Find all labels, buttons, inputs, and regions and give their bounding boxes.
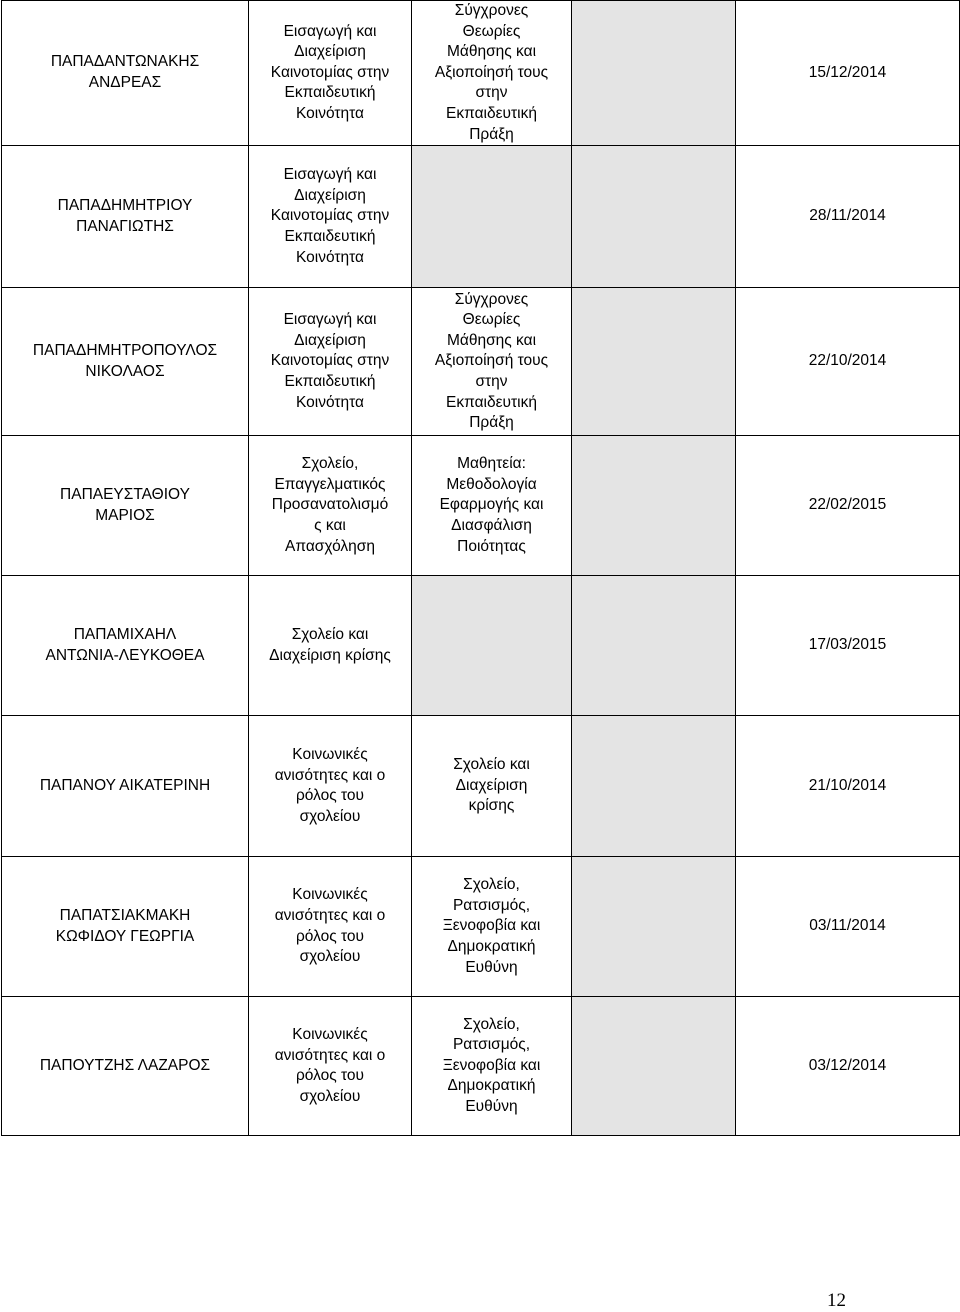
course-2-line: Ευθύνη [465,1098,518,1116]
course-1-line: Κοινωνικές [292,1025,368,1043]
course-2-line: Μάθησης και [446,43,537,61]
table-row [2,1,960,146]
date: 03/11/2014 [736,857,960,997]
table-row [2,857,960,997]
course-2 [412,146,572,288]
course-1-line: Εισαγωγή και [283,166,377,184]
course-1-line: Κοινότητα [296,104,364,122]
course-1-line: Εκπαιδευτική [284,84,376,102]
date: 22/10/2014 [736,288,960,436]
course-1-line: Διαχείριση [294,331,366,349]
course-1-line: Εκπαιδευτική [284,227,376,245]
course-2-line: Αξιοποίησή τους [434,63,549,81]
course-2 [412,288,572,436]
course-1 [249,146,412,288]
course-2-line: Πράξη [469,125,514,143]
course-2-line: Διαχείριση [455,776,528,794]
course-2-line: Πράξη [469,414,514,432]
course-1-line: Διαχείριση [294,43,366,61]
participant-name [2,997,249,1136]
course-2 [412,436,572,576]
participant-name-line: ΝΙΚΟΛΑΟΣ [85,362,165,380]
participant-name-line: ΠΑΠΑΝΟΥ ΑΙΚΑΤΕΡΙΝΗ [39,776,211,794]
course-1-line: Σχολείο, [301,455,359,473]
course-1-line: Καινοτομίας στην [270,207,390,225]
course-1-line: ανισότητες και ο [274,766,386,784]
course-1-line: Εισαγωγή και [283,22,377,40]
participant-name-line: ΠΑΠΑΔΗΜΗΤΡΟΠΟΥΛΟΣ [32,342,218,360]
empty-shaded-cell [572,146,736,288]
table-body [2,1,960,1136]
course-2-line: Σύγχρονες [454,2,529,19]
course-1-line: Προσανατολισμό [271,496,389,514]
course-2-line: Μεθοδολογία [446,475,537,493]
course-1 [249,576,412,716]
course-2-line: Εκπαιδευτική [446,393,537,411]
participant-name [2,716,249,857]
course-1-line: ανισότητες και ο [274,907,386,925]
participant-name [2,857,249,997]
participant-name-line: ΠΑΝΑΓΙΩΤΗΣ [76,217,174,235]
course-2-line: Δημοκρατική [447,937,536,955]
participant-name-line: ΠΑΠΑΔΗΜΗΤΡΙΟΥ [57,197,193,215]
course-2-line: Ξενοφοβία και [442,917,541,935]
course-2 [412,1,572,146]
course-2-line: στην [475,84,508,102]
empty-shaded-cell [572,997,736,1136]
course-2-line: Ξενοφοβία και [442,1056,541,1074]
empty-shaded-cell [572,1,736,146]
participant-name-line: ΠΑΠΑΜΙΧΑΗΛ [73,626,177,644]
date: 21/10/2014 [736,716,960,857]
course-1 [249,857,412,997]
participant-name [2,146,249,288]
participant-name-line: ΠΑΠΟΥΤΖΗΣ ΛΑΖΑΡΟΣ [39,1056,211,1074]
course-1-line: Εισαγωγή και [283,311,377,329]
course-2-line: Διασφάλιση [451,516,532,534]
course-1-line: σχολείου [299,1087,361,1105]
date: 15/12/2014 [736,1,960,146]
course-2-line: Σχολείο, [463,1015,520,1033]
course-2-line: Θεωρίες [462,22,521,40]
empty-shaded-cell [572,436,736,576]
course-1-line: Εκπαιδευτική [284,372,376,390]
course-1-line: σχολείου [299,948,361,966]
course-1 [249,1,412,146]
course-1-line: Καινοτομίας στην [270,63,390,81]
course-1-line: Σχολείο και [291,626,369,644]
participant-name-line: ΠΑΠΑΤΣΙΑΚΜΑΚΗ [59,907,191,925]
course-2-line: Θεωρίες [462,311,521,329]
participant-name-line: ΠΑΠΑΕΥΣΤΑΘΙΟΥ [60,486,190,504]
date: 03/12/2014 [736,997,960,1136]
date: 22/02/2015 [736,436,960,576]
page-number: 12 [827,1290,846,1311]
course-2-line: Σχολείο, [463,876,520,894]
date: 17/03/2015 [736,576,960,716]
participant-name [2,436,249,576]
course-1-line: Διαχείριση [294,186,366,204]
table-row [2,716,960,857]
course-1-line: Κοινωνικές [292,745,368,763]
course-2-line: Εκπαιδευτική [446,104,537,122]
table-row [2,997,960,1136]
course-1-line: Καινοτομίας στην [270,352,390,370]
empty-shaded-cell [572,288,736,436]
course-1-line: Απασχόληση [285,537,375,555]
course-1-line: ς και [314,516,346,534]
course-1 [249,716,412,857]
course-2-line: Ρατσισμός, [452,1036,531,1054]
course-2 [412,576,572,716]
course-1-line: Κοινότητα [296,393,364,411]
course-2 [412,997,572,1136]
course-1-line: Κοινότητα [296,248,364,266]
participant-name [2,288,249,436]
course-1-line: ρόλος του [295,927,365,945]
course-2-line: Εφαρμογής και [439,496,544,514]
course-2-line: Σύγχρονες [454,290,529,308]
course-2-line: Δημοκρατική [447,1077,536,1095]
course-2-line: Μαθητεία: [457,455,526,473]
participant-name-line: ΑΝΔΡΕΑΣ [88,74,162,92]
empty-shaded-cell [572,576,736,716]
participant-name-line: ΜΑΡΙΟΣ [95,506,155,524]
course-2-line: στην [475,372,508,390]
course-2-line: Μάθησης και [446,331,537,349]
course-2 [412,716,572,857]
course-1-line: Διαχείριση κρίσης [269,646,391,664]
course-2 [412,857,572,997]
participant-name-line: ΑΝΤΩΝΙΑ-ΛΕΥΚΟΘΕΑ [45,646,205,664]
course-2-line: Ευθύνη [465,958,518,976]
empty-shaded-cell [572,716,736,857]
participant-name [2,576,249,716]
course-2-line: Σχολείο και [453,756,530,774]
course-2-line: κρίσης [468,797,515,815]
course-2-line: Ποιότητας [457,537,526,555]
course-1-line: ανισότητες και ο [274,1046,386,1064]
table-row [2,288,960,436]
date: 28/11/2014 [736,146,960,288]
course-1-line: Κοινωνικές [292,886,368,904]
empty-shaded-cell [572,857,736,997]
participant-name [2,1,249,146]
participants-table [1,0,960,1136]
participant-name-line: ΠΑΠΑΔΑΝΤΩΝΑΚΗΣ [50,53,200,71]
course-1-line: ρόλος του [295,1067,365,1085]
course-1 [249,997,412,1136]
course-2-line: Ρατσισμός, [452,896,531,914]
course-1-line: ρόλος του [295,787,365,805]
table-row [2,146,960,288]
course-1-line: σχολείου [299,807,361,825]
participant-name-line: ΚΩΦΙΔΟΥ ΓΕΩΡΓΙΑ [55,927,195,945]
course-1 [249,436,412,576]
table-row [2,576,960,716]
course-1 [249,288,412,436]
table-row [2,436,960,576]
course-1-line: Επαγγελματικός [274,475,386,493]
course-2-line: Αξιοποίησή τους [434,352,549,370]
